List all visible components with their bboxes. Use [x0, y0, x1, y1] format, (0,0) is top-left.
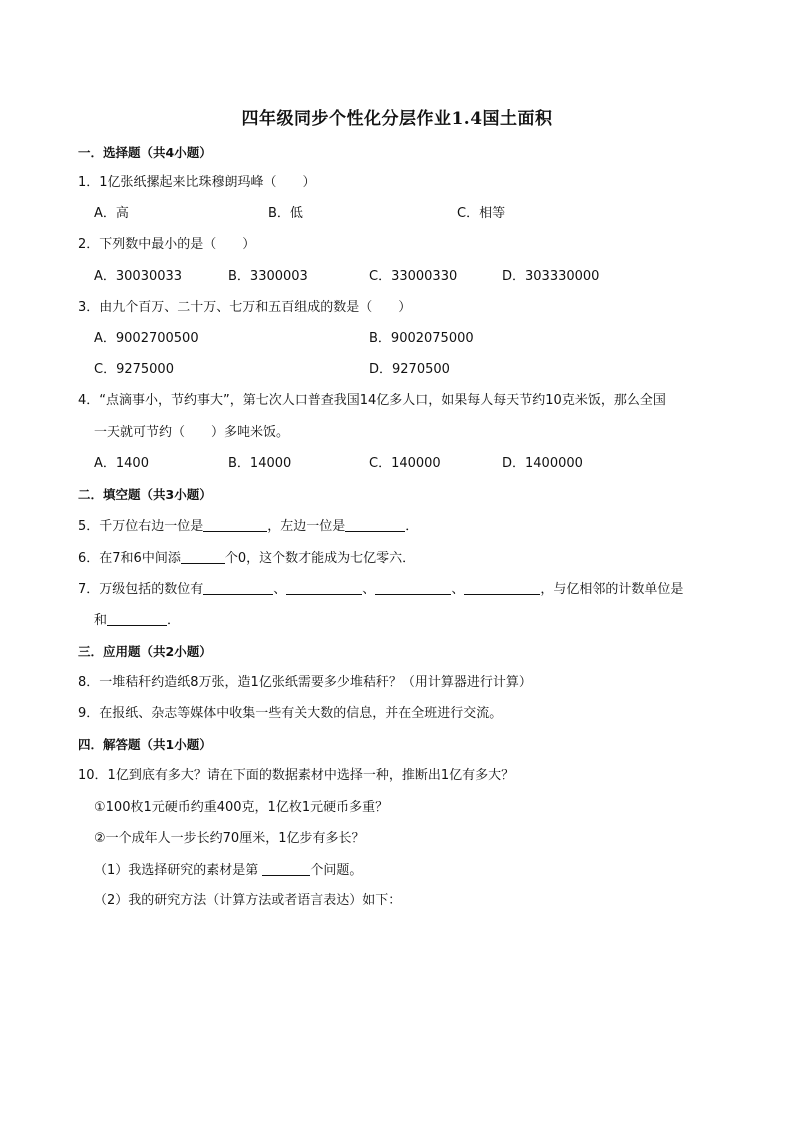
question-10: 10．1亿到底有多大？请在下面的数据素材中选择一种，推断出1亿有多大？ — [78, 768, 515, 783]
q7-sep-1: 、 — [273, 582, 287, 597]
q5-text-2: ，左边一位是 — [267, 519, 346, 534]
q4-option-b: B．14000 — [228, 456, 292, 471]
q10-blank[interactable] — [262, 861, 310, 876]
q6-text-2: 个0，这个数才能成为七亿零六． — [224, 551, 416, 566]
question-9: 9．在报纸、杂志等媒体中收集一些有关大数的信息，并在全班进行交流。 — [78, 706, 503, 721]
q2-option-c: C．33000330 — [369, 269, 458, 284]
q5-blank-2[interactable] — [345, 517, 405, 532]
q6-text-1: 6．在7和6中间添 — [78, 551, 181, 566]
q10-material-2: ②一个成年人一步长约70厘米，1亿步有多长？ — [94, 831, 365, 846]
question-7-line-1 — [78, 580, 683, 599]
question-7-line-2 — [94, 611, 180, 630]
q7-sep-2: 、 — [362, 582, 376, 597]
q6-blank[interactable] — [181, 549, 225, 564]
section-heading-choice: 一．选择题（共4小题） — [78, 145, 212, 160]
q5-text-3: ． — [405, 519, 419, 534]
q4-option-c: C．140000 — [369, 456, 441, 471]
q7-blank-2[interactable] — [286, 580, 362, 595]
q10-sub1-text-2: 个问题。 — [310, 863, 363, 878]
question-4-line-2: 一天就可节约（ ）多吨米饭。 — [94, 425, 290, 440]
q1-option-a: A．高 — [94, 206, 129, 221]
q7-blank-4[interactable] — [464, 580, 540, 595]
q7-line2-end: ． — [167, 613, 181, 628]
q10-sub1-text-1: （1）我选择研究的素材是第 — [94, 863, 263, 878]
q7-sep-3: 、 — [451, 582, 465, 597]
q7-text-1: 7．万级包括的数位有 — [78, 582, 204, 597]
section-heading-fill: 二．填空题（共3小题） — [78, 487, 212, 502]
question-8: 8．一堆秸秆约造纸8万张，造1亿张纸需要多少堆秸秆？（用计算器进行计算） — [78, 675, 532, 690]
q3-option-b: B．9002075000 — [369, 331, 474, 346]
q2-option-b: B．3300003 — [228, 269, 308, 284]
page-title: 四年级同步个性化分层作业1.4国土面积 — [241, 109, 553, 129]
section-heading-answer: 四．解答题（共1小题） — [78, 737, 212, 752]
q7-blank-5[interactable] — [107, 611, 167, 626]
q2-option-a: A．30030033 — [94, 269, 183, 284]
q7-text-2: ，与亿相邻的计数单位是 — [540, 582, 684, 597]
q7-blank-3[interactable] — [375, 580, 451, 595]
q3-option-d: D．9270500 — [369, 362, 450, 377]
q4-option-a: A．1400 — [94, 456, 149, 471]
section-heading-application: 三．应用题（共2小题） — [78, 644, 212, 659]
question-4-line-1: 4．“点滴事小，节约事大”，第七次人口普查我国14亿多人口，如果每人每天节约10克米饭，那么全国 — [78, 393, 666, 408]
q10-sub-1 — [94, 861, 362, 880]
q5-text-1: 5．千万位右边一位是 — [78, 519, 204, 534]
question-2: 2．下列数中最小的是（ ） — [78, 237, 256, 252]
question-3: 3．由九个百万、二十万、七万和五百组成的数是（ ） — [78, 300, 412, 315]
q7-line2-start: 和 — [94, 613, 108, 628]
q4-option-d: D．1400000 — [502, 456, 583, 471]
q7-blank-1[interactable] — [203, 580, 273, 595]
question-5 — [78, 517, 418, 536]
q5-blank-1[interactable] — [203, 517, 267, 532]
q3-option-c: C．9275000 — [94, 362, 174, 377]
q10-sub-2: （2）我的研究方法（计算方法或者语言表达）如下： — [94, 893, 402, 908]
q10-material-1: ①100枚1元硬币约重400克，1亿枚1元硬币多重？ — [94, 800, 389, 815]
q1-option-b: B．低 — [268, 206, 303, 221]
question-6 — [78, 549, 415, 568]
question-1: 1．1亿张纸摞起来比珠穆朗玛峰（ ） — [78, 175, 316, 190]
q2-option-d: D．303330000 — [502, 269, 600, 284]
q3-option-a: A．9002700500 — [94, 331, 199, 346]
q1-option-c: C．相等 — [457, 206, 506, 221]
